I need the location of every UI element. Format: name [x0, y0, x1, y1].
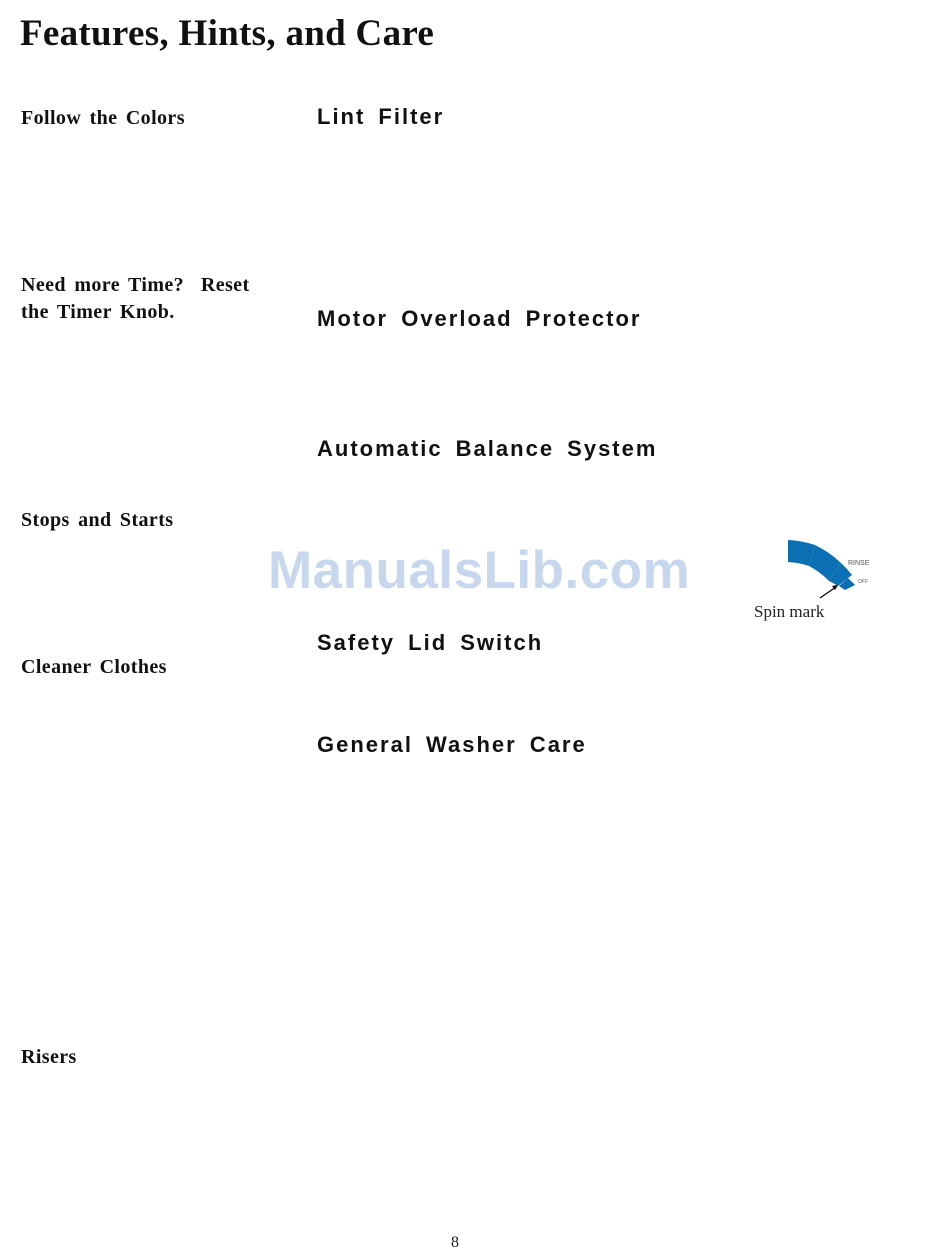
- heading-risers: Risers: [21, 1046, 77, 1068]
- page-title: Features, Hints, and Care: [20, 13, 435, 54]
- heading-need-more-time-line2: the Timer Knob.: [21, 301, 175, 323]
- section-safety-lid-switch: Safety Lid Switch: [317, 630, 544, 655]
- heading-cleaner-clothes: Cleaner Clothes: [21, 656, 167, 678]
- heading-need-more-time: [21, 272, 250, 326]
- heading-follow-the-colors: Follow the Colors: [21, 107, 185, 129]
- dial-label-off: OFF: [858, 579, 868, 585]
- dial-caption-spin-mark: Spin mark: [754, 602, 825, 621]
- dial-label-rinse: RINSE: [848, 560, 870, 567]
- watermark-text: ManualsLib.com: [268, 541, 691, 600]
- spin-mark-arrow-line: [820, 587, 836, 598]
- timer-dial-figure: [750, 530, 890, 630]
- section-motor-overload-protector: Motor Overload Protector: [317, 306, 642, 331]
- heading-stops-and-starts: Stops and Starts: [21, 509, 174, 531]
- heading-need-more-time-line1: Need more Time? Reset: [21, 274, 250, 296]
- section-general-washer-care: General Washer Care: [317, 732, 587, 757]
- section-lint-filter: Lint Filter: [317, 104, 445, 129]
- page-number: 8: [451, 1234, 459, 1251]
- section-automatic-balance-system: Automatic Balance System: [317, 436, 658, 461]
